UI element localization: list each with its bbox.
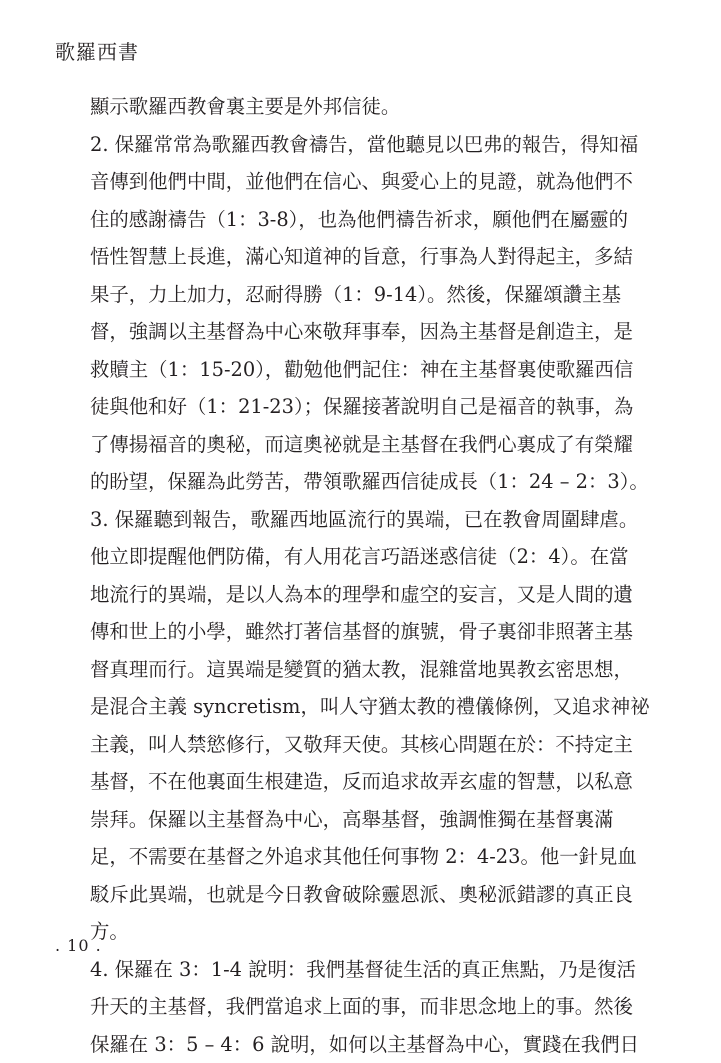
body-line: 果子，力上加力，忍耐得勝（1：9-14）。然後，保羅頌讚主基: [90, 276, 650, 314]
body-line: 救贖主（1：15-20），勸勉他們記住：神在主基督裏使歌羅西信: [90, 351, 650, 389]
body-line: 駁斥此異端，也就是今日教會破除靈恩派、奧秘派錯謬的真正良: [90, 876, 650, 914]
body-line: 基督，不在他裏面生根建造，反而追求故弄玄虛的智慧，以私意: [90, 763, 650, 801]
body-line: 他立即提醒他們防備，有人用花言巧語迷惑信徒（2：4）。在當: [90, 538, 650, 576]
body-line: 是混合主義 syncretism，叫人守猶太教的禮儀條例，又追求神祕: [90, 688, 650, 726]
body-line: 升天的主基督，我們當追求上面的事，而非思念地上的事。然後: [90, 988, 650, 1026]
body-text: [90, 88, 650, 1063]
body-line: 主義，叫人禁慾修行，又敬拜天使。其核心問題在於：不持定主: [90, 726, 650, 764]
body-line: 音傳到他們中間，並他們在信心、與愛心上的見證，就為他們不: [90, 163, 650, 201]
page-number: . 10 .: [55, 936, 102, 956]
body-line: 督，強調以主基督為中心來敬拜事奉，因為主基督是創造主，是: [90, 313, 650, 351]
body-line: 4. 保羅在 3：1-4 說明：我們基督徒生活的真正焦點，乃是復活: [90, 951, 650, 989]
body-line: 足，不需要在基督之外追求其他任何事物 2：4-23。他一針見血: [90, 838, 650, 876]
running-header-title: 歌羅西書: [55, 40, 139, 64]
body-line: 顯示歌羅西教會裏主要是外邦信徒。: [90, 88, 650, 126]
body-line: 的盼望，保羅為此勞苦，帶領歌羅西信徒成長（1：24 – 2：3）。: [90, 463, 650, 501]
body-line: 悟性智慧上長進，滿心知道神的旨意，行事為人對得起主，多結: [90, 238, 650, 276]
body-line: 2. 保羅常常為歌羅西教會禱告，當他聽見以巴弗的報告，得知福: [90, 126, 650, 164]
body-line: 傳和世上的小學，雖然打著信基督的旗號，骨子裏卻非照著主基: [90, 613, 650, 651]
body-line: 地流行的異端，是以人為本的理學和虛空的妄言，又是人間的遺: [90, 576, 650, 614]
body-line: 徒與他和好（1：21-23）；保羅接著說明自己是福音的執事，為: [90, 388, 650, 426]
body-line: 住的感謝禱告（1：3-8），也為他們禱告祈求，願他們在屬靈的: [90, 201, 650, 239]
body-line: 保羅在 3：5 – 4：6 說明，如何以主基督為中心，實踐在我們日: [90, 1026, 650, 1063]
body-line: 督真理而行。這異端是變質的猶太教，混雜當地異教玄密思想，: [90, 651, 650, 689]
body-line: 崇拜。保羅以主基督為中心，高舉基督，強調惟獨在基督裏滿: [90, 801, 650, 839]
body-line: 方。: [90, 913, 650, 951]
body-line: 3. 保羅聽到報告，歌羅西地區流行的異端，已在教會周圍肆虐。: [90, 501, 650, 539]
body-line: 了傳揚福音的奧秘，而這奧祕就是主基督在我們心裏成了有榮耀: [90, 426, 650, 464]
